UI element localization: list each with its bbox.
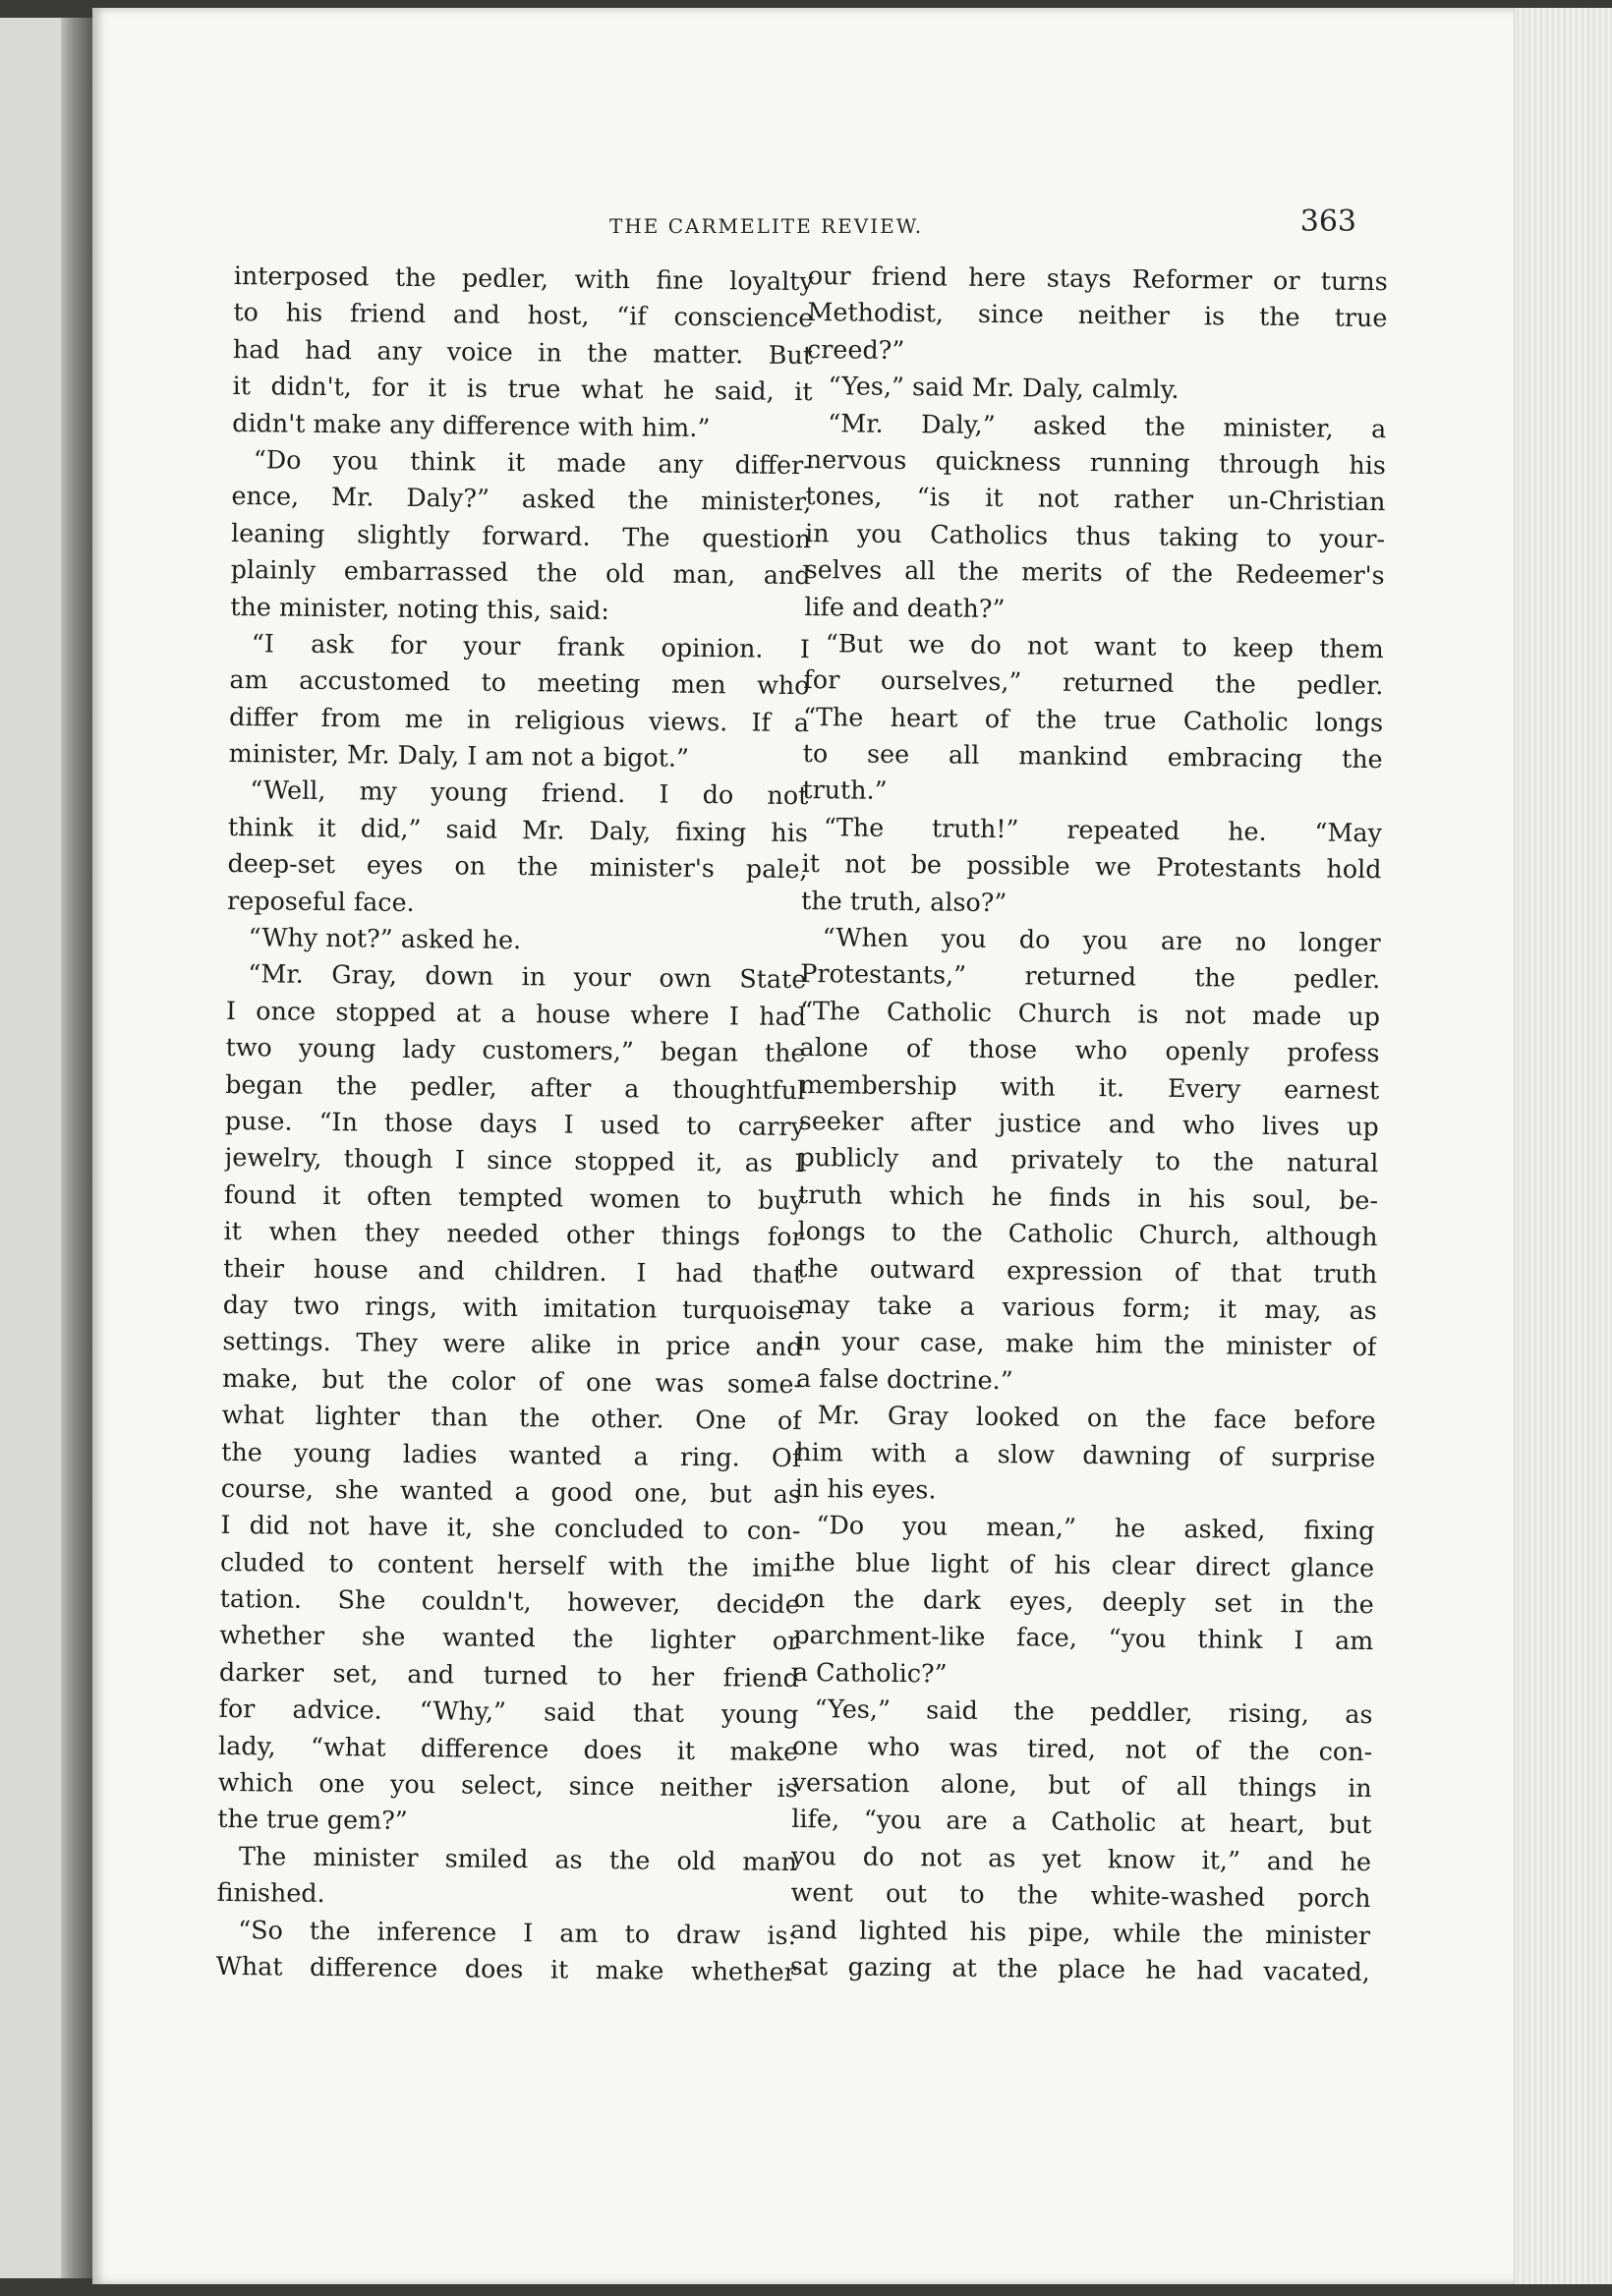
text-line: the true gem?”: [217, 1804, 408, 1836]
text-line: what lighter than the other. One of: [221, 1400, 802, 1436]
text-line: “Do you mean,” he asked, fixing: [816, 1510, 1375, 1546]
text-line: began the pedler, after a thoughtful: [225, 1068, 806, 1105]
text-line: sat gazing at the place he had vacated,: [789, 1950, 1370, 1987]
facing-page: [0, 18, 61, 2278]
text-line: in his eyes.: [794, 1472, 937, 1505]
text-line: I did not have it, she concluded to con-: [220, 1510, 801, 1546]
text-line: to see all mankind embracing the: [802, 738, 1383, 775]
text-line: life, “you are a Catholic at heart, but: [791, 1804, 1372, 1840]
text-line: puse. “In those days I used to carry: [224, 1105, 805, 1142]
text-line: “Mr. Daly,” asked the minister, a: [828, 407, 1387, 443]
text-line: “The heart of the true Catholic longs: [802, 701, 1384, 737]
text-line: which one you select, since neither is: [217, 1766, 798, 1804]
text-line: and lighted his pipe, while the minister: [790, 1914, 1371, 1950]
text-line: make, but the color of one was some-: [221, 1362, 803, 1399]
text-line: settings. They were alike in price and: [222, 1326, 803, 1362]
text-line: the young ladies wanted a ring. Of: [221, 1436, 802, 1472]
text-line: truth.”: [802, 775, 888, 806]
text-line: “I ask for your frank opinion. I: [251, 628, 811, 664]
text-line: think it did,” said Mr. Daly, fixing his: [227, 811, 809, 848]
text-line: reposeful face.: [226, 885, 415, 917]
text-line: versation alone, but of all things in: [791, 1766, 1372, 1804]
text-line: found it often tempted women to buy: [223, 1178, 805, 1215]
text-line: didn't make any difference with him.”: [232, 407, 711, 442]
text-line: him with a slow dawning of surprise: [795, 1436, 1376, 1472]
text-line: selves all the merits of the Redeemer's: [804, 554, 1385, 591]
text-line: “Well, my young friend. I do not: [250, 775, 809, 811]
text-line: day two rings, with imitation turquoise: [222, 1289, 803, 1326]
text-line: a false doctrine.”: [795, 1362, 1013, 1395]
text-line: alone of those who openly profess: [799, 1032, 1380, 1068]
text-line: membership with it. Every earnest: [799, 1068, 1380, 1105]
text-line: publicly and privately to the natural: [798, 1142, 1379, 1178]
text-line: to his friend and host, “if conscience: [233, 297, 814, 333]
text-line: went out to the white-washed porch: [790, 1877, 1371, 1914]
text-line: course, she wanted a good one, but as: [220, 1472, 802, 1509]
text-line: life and death?”: [804, 591, 1006, 623]
text-line: Protestants,” returned the pedler.: [800, 958, 1381, 995]
text-line: differ from me in religious views. If a: [228, 701, 810, 737]
text-line: in your case, make him the minister of: [796, 1326, 1377, 1362]
text-line: “When you do you are no longer: [822, 922, 1381, 958]
text-line: one who was tired, not of the con-: [791, 1730, 1373, 1766]
text-line: plainly embarrassed the old man, and: [230, 554, 811, 591]
page-number: 363: [1299, 204, 1356, 239]
text-line: our friend here stays Reformer or turns: [807, 259, 1388, 297]
text-line: jewelry, though I since stopped it, as I: [224, 1142, 805, 1178]
page-stack-edge: [1514, 8, 1612, 2284]
text-line: had had any voice in the matter. But: [232, 333, 814, 370]
text-line: tones, “is it not rather un-Christian: [805, 481, 1386, 517]
text-line: cluded to content herself with the imi-: [219, 1546, 801, 1582]
text-line: “So the inference I am to draw is:: [238, 1914, 797, 1950]
text-line: the outward expression of that truth: [797, 1252, 1378, 1289]
text-line: interposed the pedler, with fine loyalty: [233, 259, 814, 297]
text-line: “Yes,” said the peddler, rising, as: [814, 1693, 1373, 1730]
text-line: finished.: [216, 1877, 325, 1909]
text-line: it didn't, for it is true what he said, it: [232, 371, 813, 407]
text-line: their house and children. I had that: [223, 1252, 804, 1289]
text-line: two young lady customers,” began the: [225, 1032, 806, 1068]
text-line: darker set, and turned to her friend: [218, 1656, 800, 1693]
text-line: “Do you think it made any differ-: [253, 444, 812, 481]
text-line: “But we do not want to keep them: [825, 628, 1385, 664]
text-line: creed?”: [806, 333, 905, 365]
text-line: “Mr. Gray, down in your own State: [248, 958, 807, 995]
left-text-column: [216, 258, 814, 1990]
text-line: truth which he finds in his soul, be-: [797, 1178, 1379, 1215]
page-header: [609, 204, 1356, 240]
text-line: tation. She couldn't, however, decide: [219, 1582, 800, 1620]
text-line: What difference does it make whether: [215, 1950, 796, 1987]
text-line: it when they needed other things for: [223, 1216, 804, 1252]
text-line: “Why not?” asked he.: [248, 922, 522, 955]
text-line: am accustomed to meeting men who: [229, 664, 810, 701]
text-line: Mr. Gray looked on the face before: [817, 1400, 1376, 1436]
text-line: it not be possible we Protestants hold: [801, 848, 1382, 885]
text-line: the blue light of his clear direct glance: [793, 1546, 1375, 1582]
text-line: you do not as yet know it,” and he: [790, 1840, 1372, 1876]
text-line: longs to the Catholic Church, although: [797, 1216, 1378, 1252]
text-line: may take a various form; it may, as: [796, 1289, 1377, 1326]
book-gutter: [61, 18, 92, 2278]
text-line: I once stopped at a house where I had: [225, 995, 807, 1031]
text-line: the truth, also?”: [800, 885, 1008, 917]
text-line: ence, Mr. Daly?” asked the minister,: [231, 481, 812, 517]
text-line: minister, Mr. Daly, I am not a bigot.”: [228, 738, 690, 773]
text-line: seeker after justice and who lives up: [798, 1105, 1379, 1142]
text-line: “Yes,” said Mr. Daly, calmly.: [828, 371, 1180, 405]
text-line: whether she wanted the lighter or: [219, 1620, 800, 1656]
text-line: The minister smiled as the old man: [238, 1840, 798, 1876]
text-line: Methodist, since neither is the true: [807, 297, 1388, 333]
text-line: leaning slightly forward. The question: [230, 517, 812, 553]
right-text-column: [790, 258, 1388, 1990]
text-line: “The Catholic Church is not made up: [799, 995, 1381, 1031]
text-line: nervous quickness running through his: [805, 443, 1386, 481]
text-line: in you Catholics thus taking to your-: [804, 517, 1386, 553]
text-line: lady, “what difference does it make: [217, 1730, 799, 1766]
running-title: THE CARMELITE REVIEW.: [609, 214, 924, 238]
text-line: “The truth!” repeated he. “May: [823, 812, 1383, 848]
text-line: on the dark eyes, deeply set in the: [793, 1582, 1374, 1620]
text-line: deep-set eyes on the minister's pale,: [227, 848, 808, 885]
text-line: for ourselves,” returned the pedler.: [803, 664, 1384, 701]
text-line: parchment-like face, “you think I am: [793, 1620, 1374, 1656]
text-line: for advice. “Why,” said that young: [218, 1693, 799, 1730]
text-line: a Catholic?”: [792, 1656, 948, 1689]
text-line: the minister, noting this, said:: [230, 591, 610, 625]
